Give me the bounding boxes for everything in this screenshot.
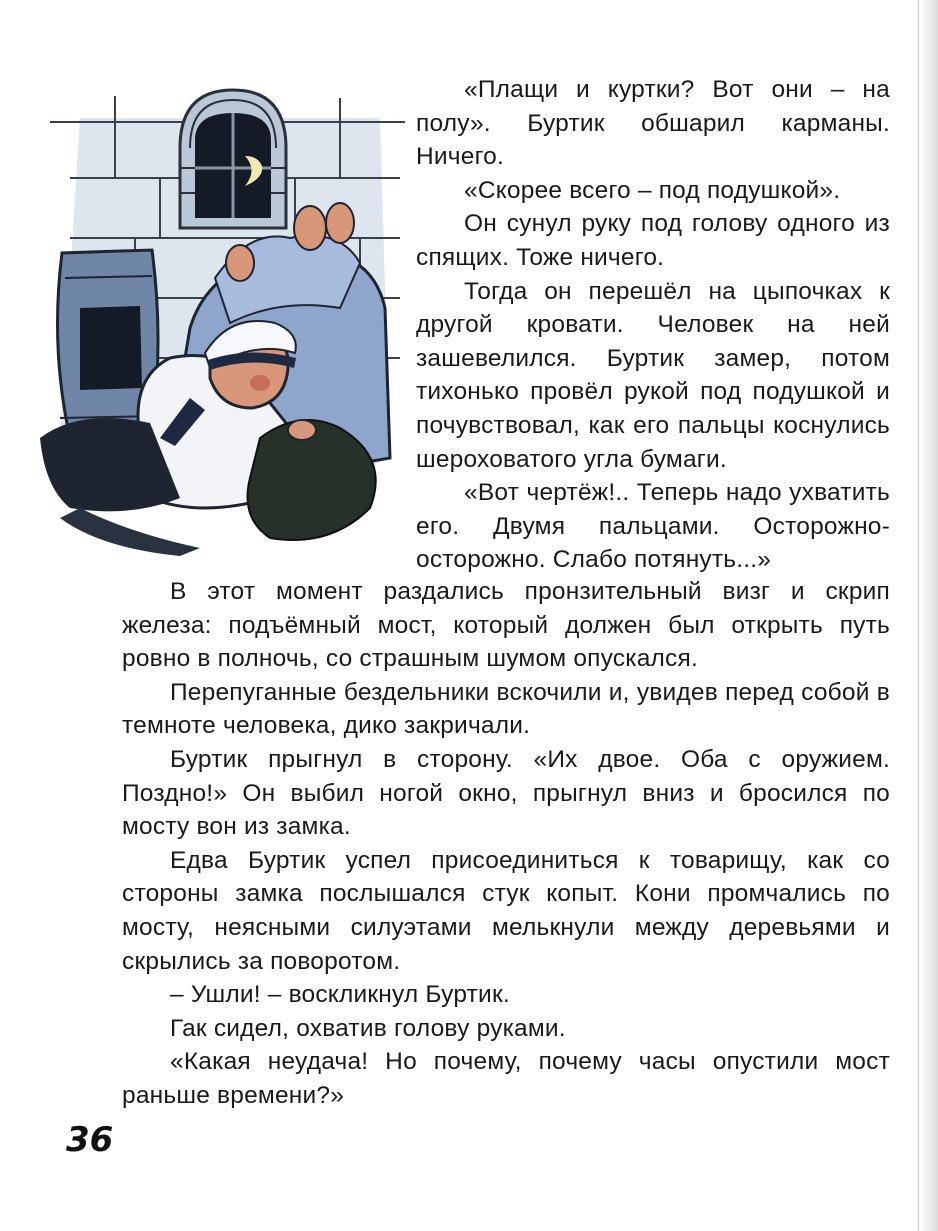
paragraph: – Ушли! – воскликнул Буртик. — [170, 981, 510, 1009]
paragraph: «Плащи и куртки? Вот они – на полу». Буртик обшарил карманы. Ничего. — [416, 76, 890, 171]
text-column-top — [416, 73, 890, 577]
illustration-icon — [40, 78, 412, 558]
text-column-bottom — [122, 575, 890, 1113]
paragraph: В этот момент раздались пронзительный визг и скрип железа: подъёмный мост, который должен был открыть путь ровно в полночь, со страшным шумом опускался. — [122, 578, 890, 673]
paragraph: Перепуганные бездельники вскочили и, увидев перед собой в темноте человека, дико закричали. — [122, 678, 890, 740]
page-number: 36 — [66, 1120, 114, 1160]
paragraph: «Какая неудача! Но почему, почему часы опустили мост раньше времени?» — [122, 1048, 890, 1109]
burtik-illustration — [40, 78, 412, 558]
page-edge — [918, 0, 938, 1231]
paragraph: Он сунул руку под голову одного из спящих. Тоже ничего. — [416, 210, 890, 271]
paragraph: Едва Буртик успел присоединиться к товарищу, как со стороны замка послышался стук копыт. Кони промчались по мосту, неясными силуэтами мелькнули между деревьями и скрылись за поворотом. — [122, 846, 890, 975]
paragraph: Тогда он перешёл на цыпочках к другой кровати. Человек на ней зашевелился. Буртик замер, потом тихонько провёл рукой под подушкой и почувствовал, как его пальцы коснулись шероховатого угла бумаги. — [416, 277, 890, 473]
paragraph: «Вот чертёж!.. Теперь надо ухватить его. Двумя пальцами. Осторожно-осторожно. Слабо потянуть...» — [416, 479, 890, 574]
paragraph: Буртик прыгнул в сторону. «Их двое. Оба с оружием. Поздно!» Он выбил ногой окно, прыгнул вниз и бросился по мосту вон из замка. — [122, 745, 890, 841]
paragraph: «Скорее всего – под подушкой». — [464, 176, 841, 204]
paragraph: Гак сидел, охватив голову руками. — [170, 1014, 566, 1042]
